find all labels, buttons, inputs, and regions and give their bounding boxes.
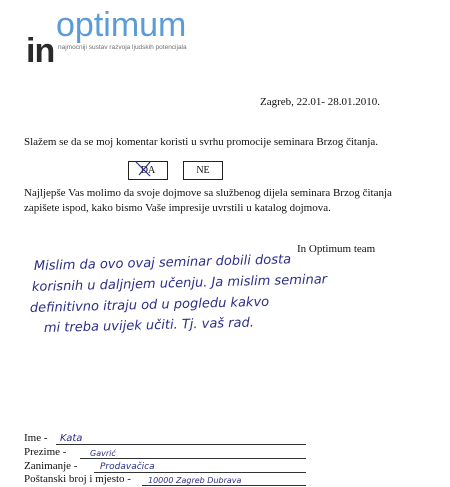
ime-line[interactable]: [56, 444, 306, 445]
comment-line: Mislim da ovo ovaj seminar dobili dosta: [33, 252, 292, 274]
prezime-label: Prezime -: [24, 446, 67, 458]
consent-no-label: NE: [196, 165, 210, 176]
prezime-line[interactable]: [80, 458, 306, 459]
zanimanje-value: Prodavačica: [100, 462, 155, 472]
comment-line: mi treba uvijek učiti. Tj. vaš rad.: [43, 315, 255, 336]
request-text: Najljepše Vas molimo da svoje dojmove sa službenog dijela seminara Brzog čitanja zapišete ispod, kako bismo Vaše impresije uvrstili u katalog dojmova.: [24, 187, 392, 214]
signature: In Optimum team: [297, 243, 376, 255]
check-mark-icon: [136, 162, 150, 176]
posta-label: Poštanski broj i mjesto -: [24, 473, 131, 485]
consent-text: Slažem se da se moj komentar koristi u svrhu promocije seminara Brzog čitanja.: [24, 136, 379, 148]
zanimanje-label: Zanimanje -: [24, 460, 78, 472]
comment-line: korisnih u daljnjem učenju. Ja mislim seminar: [31, 272, 328, 295]
consent-yes-label: DA: [140, 165, 156, 176]
logo-prefix: in: [26, 32, 55, 70]
logo-name: optimum: [56, 6, 187, 44]
logo-tagline: najmocniji sustav razvoja ljudskih potencijala: [58, 44, 187, 51]
posta-value: 10000 Zagreb Dubrava: [148, 476, 242, 485]
prezime-value: Gavrić: [90, 449, 116, 458]
posta-line[interactable]: [142, 485, 306, 486]
comment-line: definitivno itraju od u pogledu kakvo: [29, 294, 270, 316]
ime-label: Ime -: [24, 432, 48, 444]
event-date: Zagreb, 22.01- 28.01.2010.: [260, 96, 381, 108]
ime-value: Kata: [60, 433, 83, 444]
